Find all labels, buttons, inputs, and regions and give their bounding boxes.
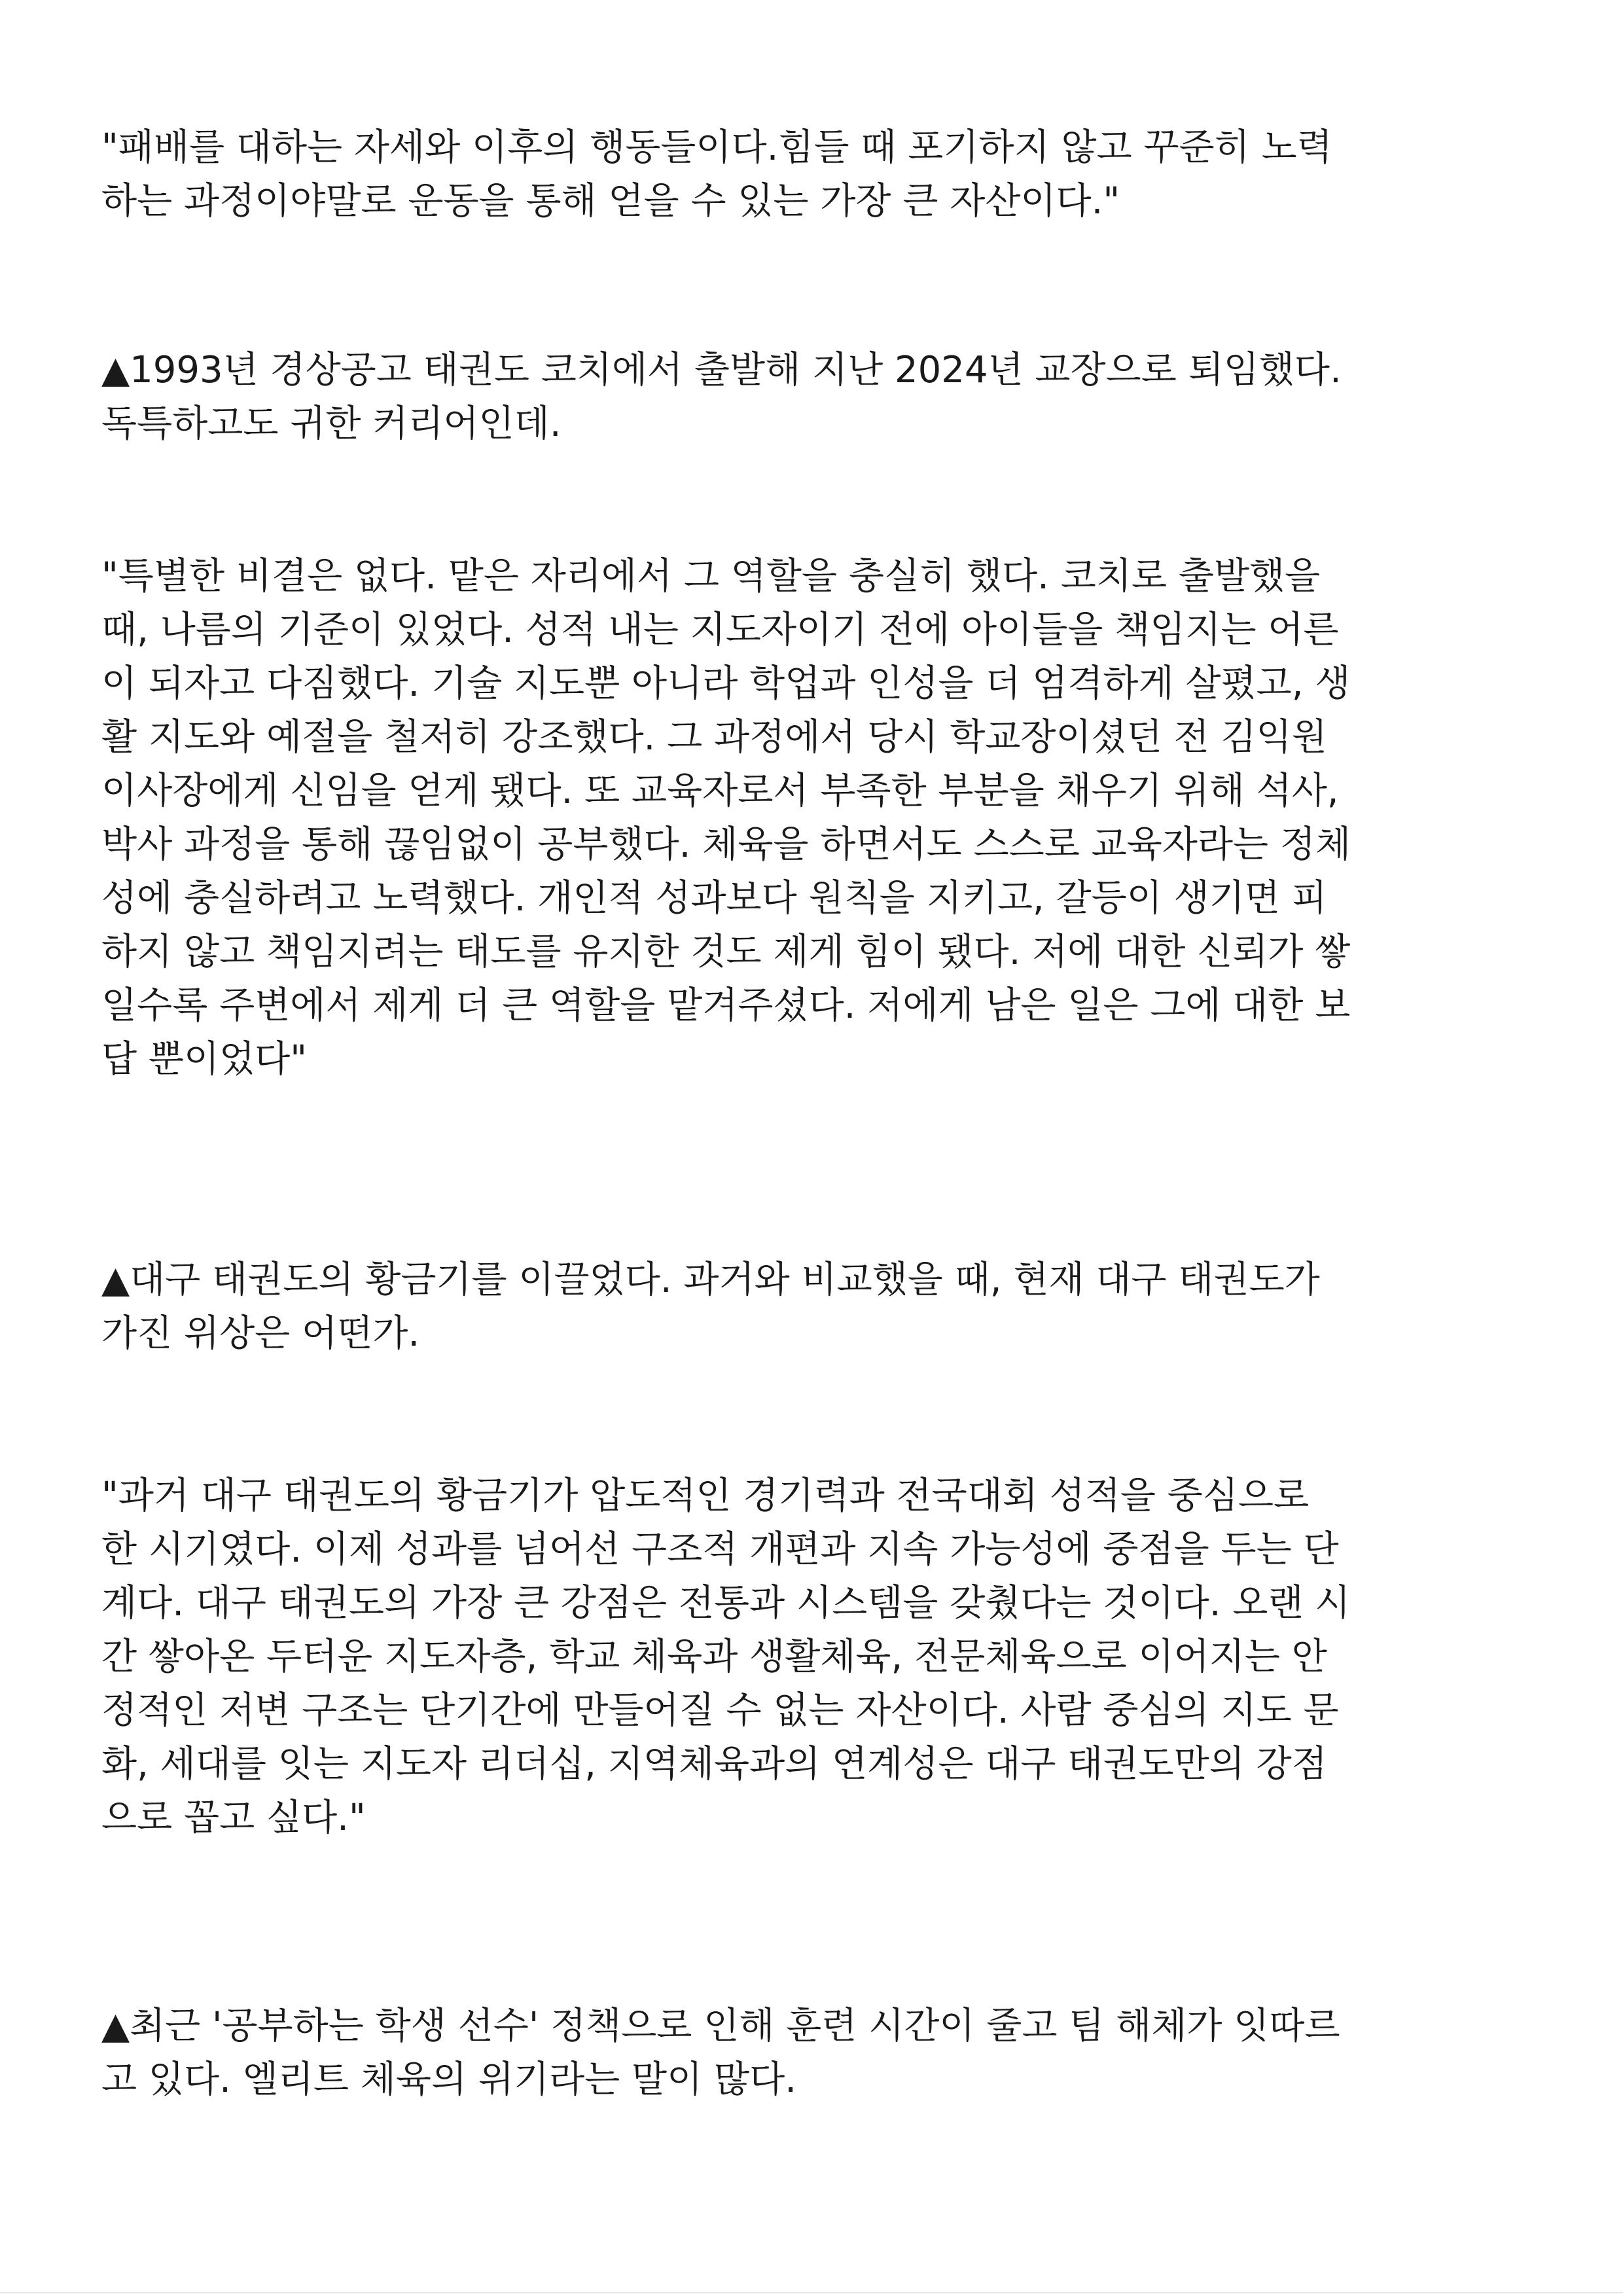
text-line: 간 쌓아온 두터운 지도자층, 학교 체육과 생활체육, 전문체육으로 이어지는 안 xyxy=(101,1636,1327,1678)
text-line: 가진 위상은 어떤가. xyxy=(101,1312,420,1355)
text-line: ▲최근 '공부하는 학생 선수' 정책으로 인해 훈련 시간이 줄고 팀 해체가 잇따르 xyxy=(101,2005,1340,2047)
text-line: 일수록 주변에서 제게 더 큰 역할을 맡겨주셨다. 저에게 남은 일은 그에 대한 보 xyxy=(101,984,1351,1027)
text-line: 때, 나름의 기준이 있었다. 성적 내는 지도자이기 전에 아이들을 책임지는 어른 xyxy=(101,609,1339,651)
text-line: ▲1993년 경상공고 태권도 코치에서 출발해 지난 2024년 교장으로 퇴임했다. xyxy=(101,349,1342,391)
text-line: "과거 대구 태권도의 황금기가 압도적인 경기력과 전국대회 성적을 중심으로 xyxy=(101,1475,1310,1517)
text-line: 박사 과정을 통해 끊임없이 공부했다. 체육을 하면서도 스스로 교육자라는 정체 xyxy=(101,823,1351,866)
text-line: 답 뿐이었다" xyxy=(101,1038,308,1081)
text-line: 활 지도와 예절을 철저히 강조했다. 그 과정에서 당시 학교장이셨던 전 김익원 xyxy=(101,716,1327,759)
text-line: 화, 세대를 잇는 지도자 리더십, 지역체육과의 연계성은 대구 태권도만의 강점 xyxy=(101,1743,1327,1785)
text-line: "특별한 비결은 없다. 맡은 자리에서 그 역할을 충실히 했다. 코치로 출발했을 xyxy=(101,555,1321,598)
text-line: 이사장에게 신임을 얻게 됐다. 또 교육자로서 부족한 부분을 채우기 위해 석사, xyxy=(101,770,1339,812)
text-line: 한 시기였다. 이제 성과를 넘어선 구조적 개편과 지속 가능성에 중점을 두는 단 xyxy=(101,1528,1339,1571)
text-line: 정적인 저변 구조는 단기간에 만들어질 수 없는 자산이다. 사람 중심의 지도 문 xyxy=(101,1689,1339,1732)
text-line: 성에 충실하려고 노력했다. 개인적 성과보다 원칙을 지키고, 갈등이 생기면 피 xyxy=(101,877,1327,920)
question-paragraph xyxy=(101,2000,1528,2107)
answer-paragraph xyxy=(101,550,1528,1086)
text-line: ▲대구 태권도의 황금기를 이끌었다. 과거와 비교했을 때, 현재 대구 태권도가 xyxy=(101,1259,1320,1301)
text-line: "패배를 대하는 자세와 이후의 행동들이다.힘들 때 포기하지 않고 꾸준히 노력 xyxy=(101,126,1332,169)
text-line: 독특하고도 귀한 커리어인데. xyxy=(101,403,562,445)
text-line: 계다. 대구 태권도의 가장 큰 강점은 전통과 시스템을 갖췄다는 것이다. 오랜 시 xyxy=(101,1582,1351,1624)
answer-paragraph xyxy=(101,121,1528,228)
text-line: 고 있다. 엘리트 체육의 위기라는 말이 많다. xyxy=(101,2058,797,2101)
question-paragraph xyxy=(101,344,1528,451)
text-line: 하는 과정이야말로 운동을 통해 얻을 수 있는 가장 큰 자산이다." xyxy=(101,180,1120,223)
text-line: 이 되자고 다짐했다. 기술 지도뿐 아니라 학업과 인성을 더 엄격하게 살폈고, 생 xyxy=(101,662,1351,705)
text-line: 으로 꼽고 싶다." xyxy=(101,1797,366,1839)
text-line: 하지 않고 책임지려는 태도를 유지한 것도 제게 힘이 됐다. 저에 대한 신뢰가 쌓 xyxy=(101,931,1351,973)
page-bottom-edge xyxy=(0,2292,1623,2293)
answer-paragraph xyxy=(101,1469,1528,1845)
question-paragraph xyxy=(101,1253,1528,1361)
